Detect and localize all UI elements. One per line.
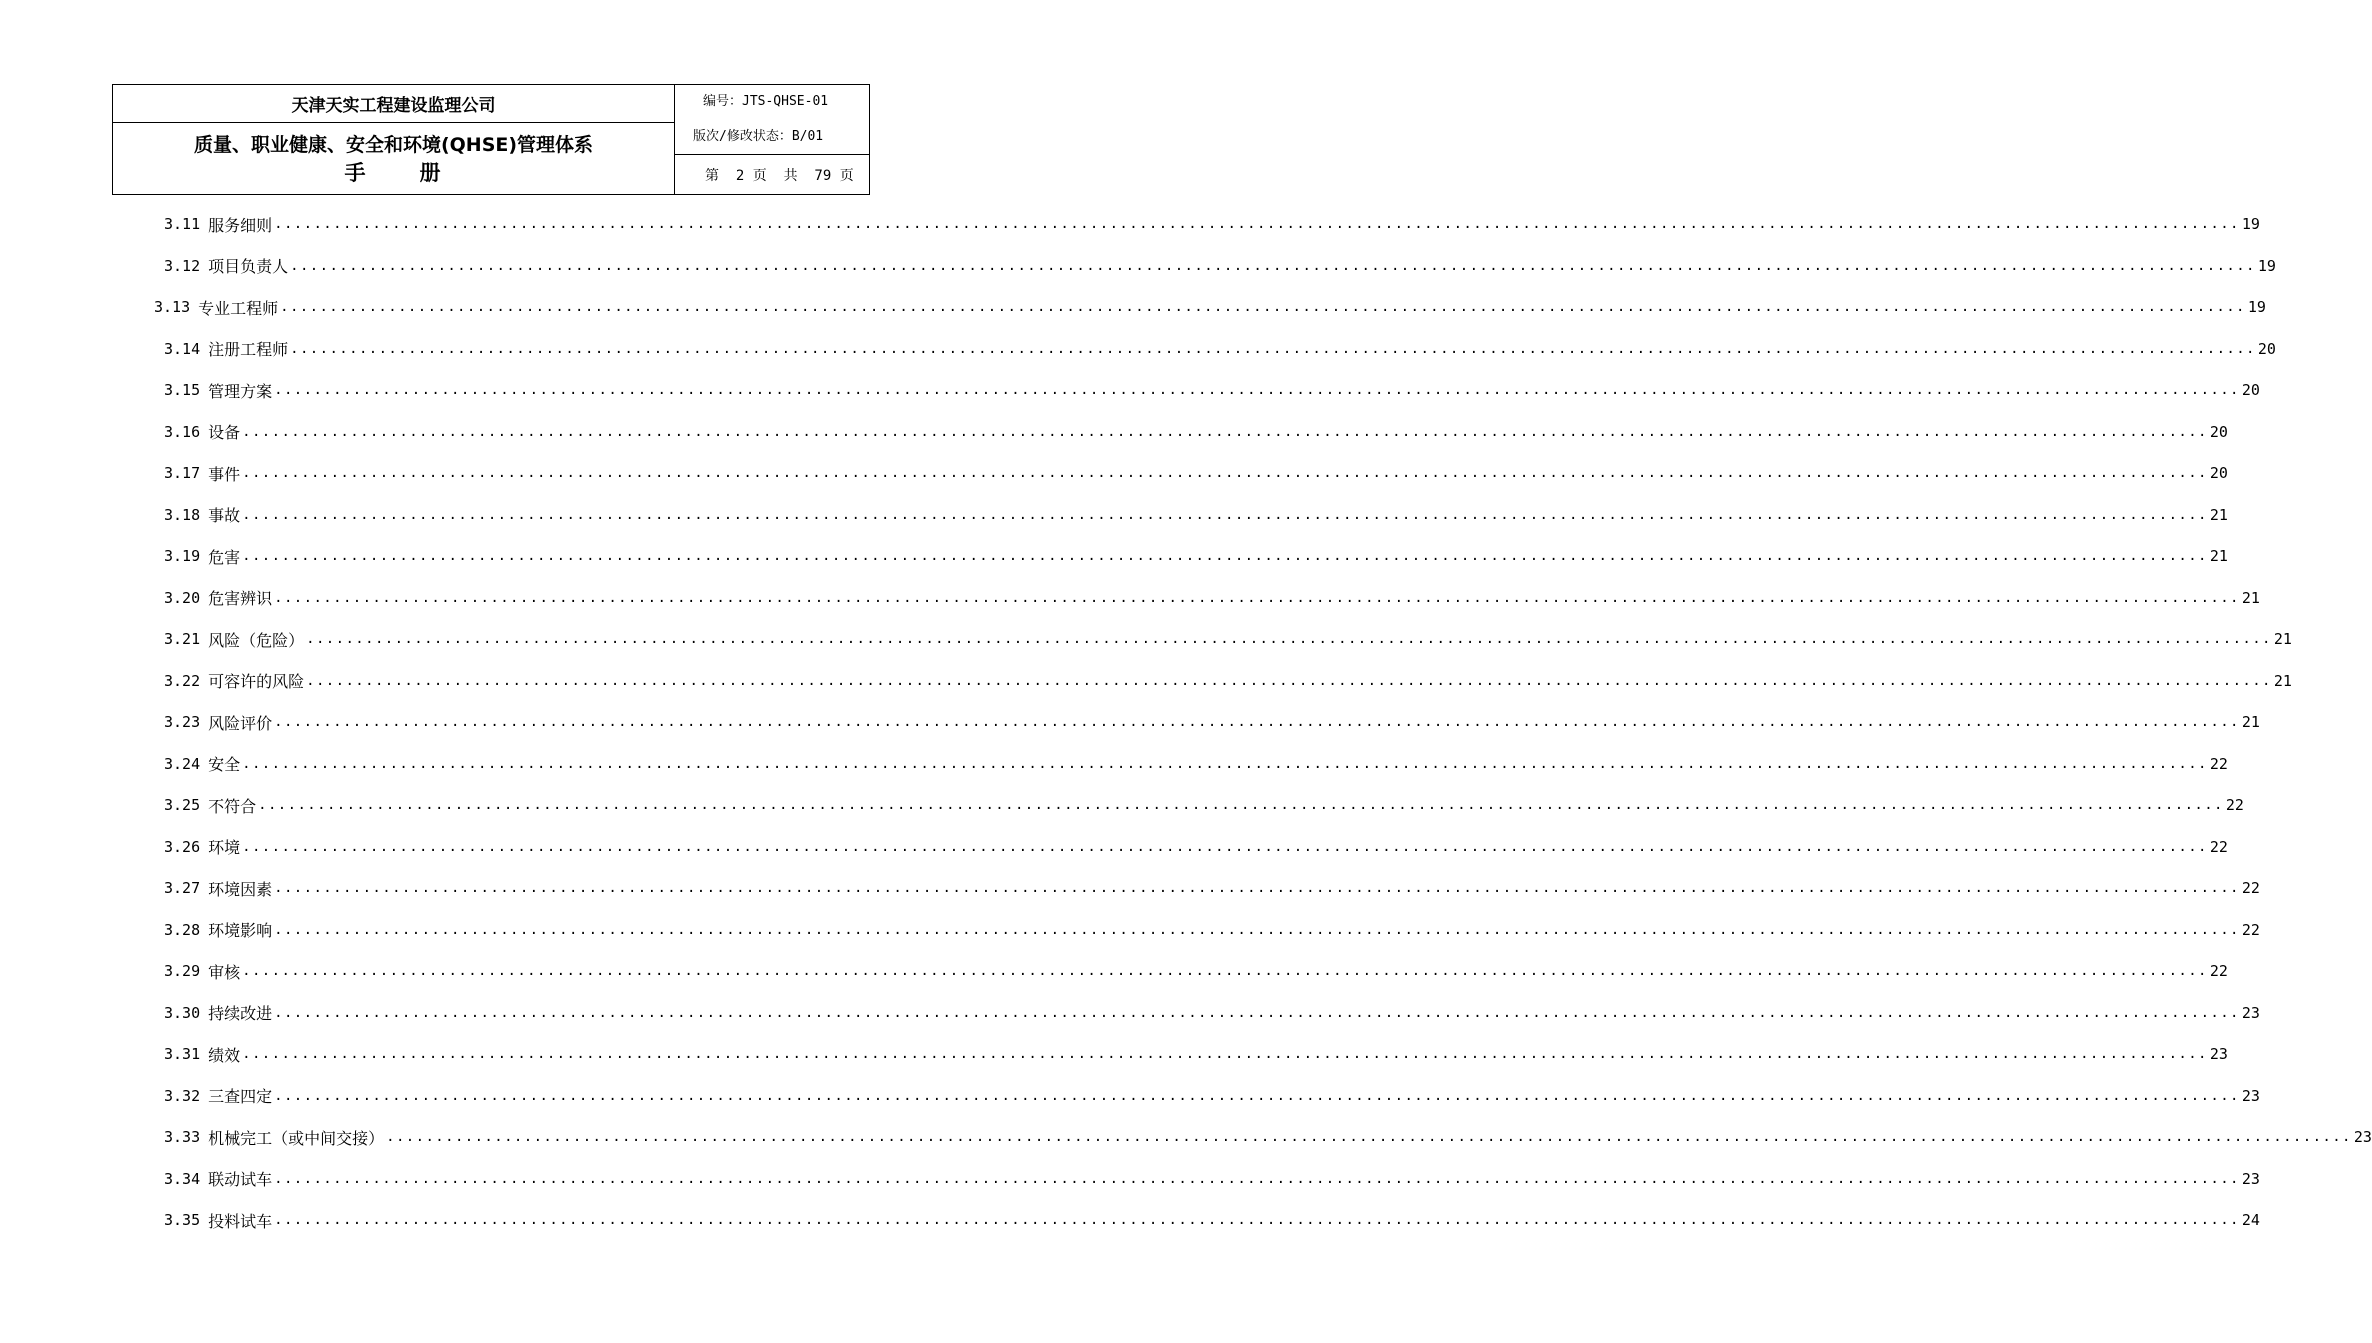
toc-entry-page: 21 bbox=[2209, 547, 2228, 565]
toc-entry[interactable] bbox=[164, 585, 2260, 611]
toc-dot-leader: ........................................................................................................................................................................................................ bbox=[242, 423, 2208, 440]
toc-entry-number: 3.15 bbox=[164, 381, 201, 399]
toc-entry-page: 21 bbox=[2273, 630, 2292, 648]
toc-entry-page: 19 bbox=[2241, 215, 2260, 233]
toc-entry-label: 不符合 bbox=[208, 796, 257, 816]
toc-dot-leader: ........................................................................................................................................................................................................ bbox=[280, 299, 2246, 315]
toc-entry[interactable] bbox=[164, 958, 2228, 984]
toc-entry-number: 3.32 bbox=[164, 1086, 201, 1105]
toc-entry-number: 3.25 bbox=[164, 796, 201, 814]
document-code: 编号：JTS-QHSE-01 bbox=[703, 93, 829, 109]
toc-entry[interactable] bbox=[164, 1166, 2260, 1192]
toc-dot-leader: ........................................................................................................................................................................................................ bbox=[274, 714, 2240, 730]
toc-dot-leader: ........................................................................................................................................................................................................ bbox=[274, 1212, 2240, 1228]
toc-entry-label: 投料试车 bbox=[208, 1211, 273, 1231]
toc-entry[interactable] bbox=[164, 834, 2228, 860]
toc-entry-number: 3.19 bbox=[164, 547, 201, 565]
toc-entry-page: 23 bbox=[2241, 1003, 2260, 1022]
toc-entry-label: 风险评价 bbox=[208, 713, 273, 733]
toc-dot-leader: ........................................................................................................................................................................................................ bbox=[386, 1129, 2352, 1145]
toc-entry-label: 三查四定 bbox=[208, 1087, 273, 1106]
toc-entry-label: 环境因素 bbox=[208, 879, 273, 899]
toc-entry-page: 22 bbox=[2241, 920, 2260, 939]
toc-entry-label: 审核 bbox=[208, 962, 241, 982]
toc-entry-page: 22 bbox=[2241, 879, 2260, 897]
toc-dot-leader: ........................................................................................................................................................................................................ bbox=[306, 631, 2272, 647]
toc-entry-number: 3.20 bbox=[164, 588, 201, 607]
toc-dot-leader: ........................................................................................................................................................................................................ bbox=[258, 797, 2224, 813]
document-header-table bbox=[112, 84, 870, 195]
toc-entry-label: 危害辨识 bbox=[208, 589, 273, 608]
toc-entry[interactable] bbox=[164, 211, 2260, 237]
toc-dot-leader: ........................................................................................................................................................................................................ bbox=[242, 548, 2208, 564]
toc-entry-page: 22 bbox=[2225, 796, 2244, 814]
toc-entry[interactable] bbox=[164, 336, 2276, 362]
toc-entry[interactable] bbox=[164, 751, 2228, 777]
toc-entry[interactable] bbox=[164, 668, 2292, 694]
toc-entry[interactable] bbox=[164, 377, 2260, 403]
toc-entry-number: 3.13 bbox=[154, 298, 191, 316]
document-title-line1: 质量、职业健康、安全和环境(QHSE)管理体系 bbox=[193, 133, 594, 156]
document-title-char-1: 手 bbox=[344, 160, 368, 185]
toc-entry-number: 3.31 bbox=[164, 1045, 201, 1063]
toc-dot-leader: ........................................................................................................................................................................................................ bbox=[290, 257, 2256, 274]
toc-dot-leader: ........................................................................................................................................................................................................ bbox=[274, 382, 2240, 398]
toc-entry-page: 22 bbox=[2209, 754, 2228, 773]
toc-entry-number: 3.22 bbox=[164, 671, 201, 690]
toc-entry-label: 可容许的风险 bbox=[208, 672, 305, 691]
toc-entry[interactable] bbox=[164, 1000, 2260, 1026]
toc-entry-number: 3.18 bbox=[164, 505, 201, 524]
toc-entry-number: 3.17 bbox=[164, 464, 201, 482]
toc-entry[interactable] bbox=[164, 460, 2228, 486]
toc-entry-label: 绩效 bbox=[208, 1045, 241, 1065]
toc-entry-number: 3.35 bbox=[164, 1211, 201, 1229]
toc-entry-number: 3.23 bbox=[164, 713, 201, 731]
toc-entry-number: 3.27 bbox=[164, 879, 201, 897]
toc-entry-number: 3.29 bbox=[164, 962, 201, 980]
toc-entry-number: 3.24 bbox=[164, 754, 201, 773]
toc-entry[interactable] bbox=[154, 294, 2266, 320]
toc-entry-page: 19 bbox=[2247, 298, 2266, 316]
toc-entry-page: 23 bbox=[2241, 1086, 2260, 1105]
toc-entry-label: 联动试车 bbox=[208, 1170, 273, 1189]
toc-entry[interactable] bbox=[164, 1083, 2260, 1109]
toc-entry-label: 环境 bbox=[208, 838, 241, 857]
toc-entry-page: 21 bbox=[2273, 671, 2292, 690]
toc-dot-leader: ........................................................................................................................................................................................................ bbox=[242, 963, 2208, 979]
toc-entry-number: 3.21 bbox=[164, 630, 201, 648]
toc-entry-label: 注册工程师 bbox=[208, 340, 289, 359]
toc-dot-leader: ........................................................................................................................................................................................................ bbox=[242, 838, 2208, 855]
toc-entry-page: 24 bbox=[2241, 1211, 2260, 1229]
toc-entry-page: 22 bbox=[2209, 962, 2228, 980]
toc-dot-leader: ........................................................................................................................................................................................................ bbox=[242, 506, 2208, 523]
toc-entry-page: 21 bbox=[2241, 713, 2260, 731]
document-title-line2 bbox=[345, 158, 443, 188]
toc-entry-page: 20 bbox=[2257, 339, 2276, 358]
toc-entry-label: 专业工程师 bbox=[198, 298, 279, 318]
toc-entry-number: 3.12 bbox=[164, 256, 201, 275]
toc-entry[interactable] bbox=[164, 917, 2260, 943]
toc-entry-label: 机械完工（或中间交接） bbox=[208, 1128, 385, 1148]
toc-entry-label: 安全 bbox=[208, 755, 241, 774]
toc-dot-leader: ........................................................................................................................................................................................................ bbox=[274, 921, 2240, 938]
toc-entry[interactable] bbox=[164, 1041, 2228, 1067]
company-name: 天津天实工程建设监理公司 bbox=[113, 85, 675, 123]
toc-entry-label: 服务细则 bbox=[208, 215, 273, 235]
toc-dot-leader: ........................................................................................................................................................................................................ bbox=[274, 589, 2240, 606]
toc-entry-number: 3.28 bbox=[164, 920, 201, 939]
toc-entry-page: 20 bbox=[2209, 422, 2228, 441]
toc-entry[interactable] bbox=[164, 1124, 2372, 1150]
toc-dot-leader: ........................................................................................................................................................................................................ bbox=[290, 340, 2256, 357]
document-version: 版次/修改状态：B/01 bbox=[675, 113, 869, 155]
toc-dot-leader: ........................................................................................................................................................................................................ bbox=[242, 465, 2208, 481]
toc-entry-number: 3.34 bbox=[164, 1169, 201, 1188]
toc-dot-leader: ........................................................................................................................................................................................................ bbox=[242, 755, 2208, 772]
toc-entry[interactable] bbox=[164, 419, 2228, 445]
toc-entry[interactable] bbox=[164, 253, 2276, 279]
page-info: 第 2 页 共 79 页 bbox=[705, 167, 854, 184]
toc-dot-leader: ........................................................................................................................................................................................................ bbox=[274, 1004, 2240, 1021]
toc-entry-label: 设备 bbox=[208, 423, 241, 442]
toc-entry[interactable] bbox=[164, 875, 2260, 901]
toc-entry[interactable] bbox=[164, 626, 2292, 652]
document-title-char-2: 册 bbox=[419, 160, 443, 185]
toc-dot-leader: ........................................................................................................................................................................................................ bbox=[274, 216, 2240, 232]
toc-entry-number: 3.16 bbox=[164, 422, 201, 441]
toc-dot-leader: ........................................................................................................................................................................................................ bbox=[274, 880, 2240, 896]
toc-entry-page: 22 bbox=[2209, 837, 2228, 856]
toc-entry[interactable] bbox=[164, 502, 2228, 528]
toc-entry-number: 3.11 bbox=[164, 215, 201, 233]
toc-entry-page: 21 bbox=[2209, 505, 2228, 524]
toc-entry-page: 23 bbox=[2209, 1045, 2228, 1063]
toc-entry-label: 管理方案 bbox=[208, 381, 273, 401]
toc-entry[interactable] bbox=[164, 543, 2228, 569]
toc-entry-page: 20 bbox=[2209, 464, 2228, 482]
toc-entry-page: 21 bbox=[2241, 588, 2260, 607]
toc-entry-label: 环境影响 bbox=[208, 921, 273, 940]
toc-entry-page: 19 bbox=[2257, 256, 2276, 275]
toc-dot-leader: ........................................................................................................................................................................................................ bbox=[274, 1087, 2240, 1104]
toc-entry-label: 事件 bbox=[208, 464, 241, 484]
toc-entry-label: 风险（危险） bbox=[208, 630, 305, 650]
toc-entry-number: 3.33 bbox=[164, 1128, 201, 1146]
toc-entry-page: 23 bbox=[2353, 1128, 2372, 1146]
toc-dot-leader: ........................................................................................................................................................................................................ bbox=[274, 1170, 2240, 1187]
toc-entry[interactable] bbox=[164, 709, 2260, 735]
toc-entry-page: 20 bbox=[2241, 381, 2260, 399]
toc-entry-label: 持续改进 bbox=[208, 1004, 273, 1023]
toc-entry-label: 事故 bbox=[208, 506, 241, 525]
toc-entry-label: 项目负责人 bbox=[208, 257, 289, 276]
document-title bbox=[113, 123, 675, 194]
toc-entry-number: 3.14 bbox=[164, 339, 201, 358]
toc-entry[interactable] bbox=[164, 792, 2244, 818]
toc-entry[interactable] bbox=[164, 1207, 2260, 1233]
toc-entry-label: 危害 bbox=[208, 547, 241, 567]
toc-entry-number: 3.30 bbox=[164, 1003, 201, 1022]
toc-entry-page: 23 bbox=[2241, 1169, 2260, 1188]
toc-entry-number: 3.26 bbox=[164, 837, 201, 856]
toc-dot-leader: ........................................................................................................................................................................................................ bbox=[306, 672, 2272, 689]
toc-dot-leader: ........................................................................................................................................................................................................ bbox=[242, 1046, 2208, 1062]
